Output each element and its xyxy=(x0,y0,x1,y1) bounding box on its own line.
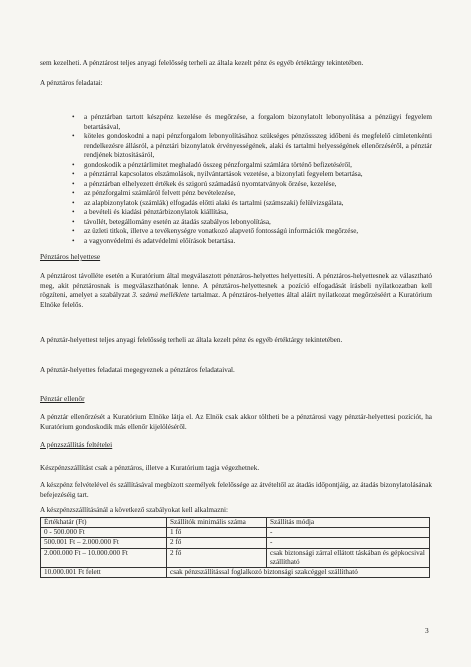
table-row xyxy=(41,528,430,538)
intro-continuation: sem kezelheti. A pénztárost teljes anyagi felelősség terheli az általa kezelt pénz és egyéb értéktárgy tekintetében. xyxy=(40,59,364,67)
transport-paragraph-2: A készpénz felvételével és szállításával megbízott személyek felelőssége az átvételtől az átadás időpontjáig, az átadás bizonylatolásának befejezéséig tart. xyxy=(40,481,432,499)
table-cell: csak biztonsági zárral ellátott táskában és gépkocsival szállítható xyxy=(267,548,430,567)
cash-transport-table xyxy=(40,517,430,578)
table-header-row xyxy=(41,518,430,528)
annex-reference: 3. számú melléklete xyxy=(132,291,190,300)
column-header: Értékhatár (Ft) xyxy=(41,518,167,528)
table-cell: 0 - 500.000 Ft xyxy=(41,528,167,538)
table-cell: - xyxy=(267,528,430,538)
controller-heading: Pénztár ellenőr xyxy=(40,394,85,403)
list-item: • a bevételi és kiadási pénztárbizonylatok kiállítása, xyxy=(40,208,432,218)
table-cell: 2 fő xyxy=(167,548,267,567)
column-header: Szállítók minimális száma xyxy=(167,518,267,528)
list-item: • az pénzforgalmi számláról felvett pénz bevételezése, xyxy=(40,189,432,199)
column-header: Szállítás módja xyxy=(267,518,430,528)
table-cell: 2.000.000 Ft – 10.000.000 Ft xyxy=(41,548,167,567)
list-item: • a pénztárral kapcsolatos elszámolások, nyilvántartások vezetése, a bizonylati fegyelem betartása, xyxy=(40,170,432,180)
deputy-heading: Pénztáros helyettese xyxy=(40,252,101,261)
list-item: • az alapbizonylatok (számlák) elfogadás előtti alaki és tartalmi (számszaki) felülvizsgálata, xyxy=(40,199,432,209)
deputy-paragraph-3: A pénztár-helyettes feladatai megegyeznek a pénztáros feladataival. xyxy=(40,366,235,374)
list-item: • köteles gondoskodni a napi pénzforgalom lebonyolításához szükséges pénzössszeg időbeni és megfelelő címletenkénti rendelkezésre állásról, a pénztári bizonylatok érvényességének, alaki és tartalmi helyességének ellenőrzéséről, a pénztár rendjének biztosításáról, xyxy=(40,132,432,161)
duties-list xyxy=(40,113,432,246)
list-item: • az üzleti titkok, illetve a tevékenységre vonatkozó alapvető fontosságú információk megőrzése, xyxy=(40,227,432,237)
list-item: • távollét, betegállomány esetén az átadás szabályos lebonyolítása, xyxy=(40,218,432,228)
table-row xyxy=(41,548,430,567)
deputy-paragraph-1 xyxy=(40,272,432,310)
page-number: 3 xyxy=(425,626,429,635)
table-cell: - xyxy=(267,538,430,548)
table-cell-merged: csak pénzszállítással foglalkozó biztonsági szakcéggel szállítható xyxy=(167,568,430,578)
list-item: • a pénztárban tartott készpénz kezelése és megőrzése, a forgalom bizonylatolt lebonyolítása a pénzügyi fegyelem betartásával, xyxy=(40,113,432,132)
transport-paragraph-1: Készpénzszállítást csak a pénztáros, illetve a Kuratórium tagja végezhetnek. xyxy=(40,464,260,472)
list-item: • gondoskodik a pénztárlimitet meghaladó összeg pénzforgalmi számlára történő befizetéséről, xyxy=(40,161,432,171)
table-cell: 500.001 Ft – 2.000.000 Ft xyxy=(41,538,167,548)
transport-heading: A pénzszállítás feltételei xyxy=(40,440,113,449)
table-cell: 1 fő xyxy=(167,528,267,538)
controller-paragraph: A pénztár ellenőrzését a Kuratórium Elnöke látja el. Az Elnök csak akkor töltheti be a pénztárosi vagy pénztár-helyettesi pozíciót, ha Kuratórium gondoskodik más ellenőr kijelöléséről. xyxy=(40,413,432,431)
table-row xyxy=(41,568,430,578)
duties-title: A pénztáros feladatai: xyxy=(40,79,103,87)
table-row xyxy=(41,538,430,548)
table-intro: A készpénzszállításánál a következő szabályokat kell alkalmazni: xyxy=(40,506,228,514)
list-item: • a pénztárban elhelyezett értékek és szigorú számadású nyomtatványok őrzése, kezelése, xyxy=(40,180,432,190)
table-cell: 10.000.001 Ft felett xyxy=(41,568,167,578)
deputy-paragraph-1-text: A pénztárost távolléte esetén a Kuratórium által megválasztott pénztáros-helyettes helyettesíti. A pénztáros-helyettesnek az választható meg, akit pénztárosnak is megválaszthatónak lenne. A pénztáros-helyettesnek a pozíció elfogadását írásbeli nyilatkozatban kell rögzíteni, amelyet a szabályzat xyxy=(40,272,432,300)
table-cell: 2 fő xyxy=(167,538,267,548)
deputy-paragraph-1-end: tartalmaz. A pénztáros-helyettes által aláírt nyilatkozat megőrzéséért a Kuratórium Elnöke felelős. xyxy=(40,291,433,309)
deputy-paragraph-2: A pénztár-helyettest teljes anyagi felelősség terheli az általa kezelt pénz és egyéb értéktárgy tekintetében. xyxy=(40,336,343,344)
list-item: • a vagyonvédelmi és adatvédelmi előírások betartása. xyxy=(40,237,432,247)
